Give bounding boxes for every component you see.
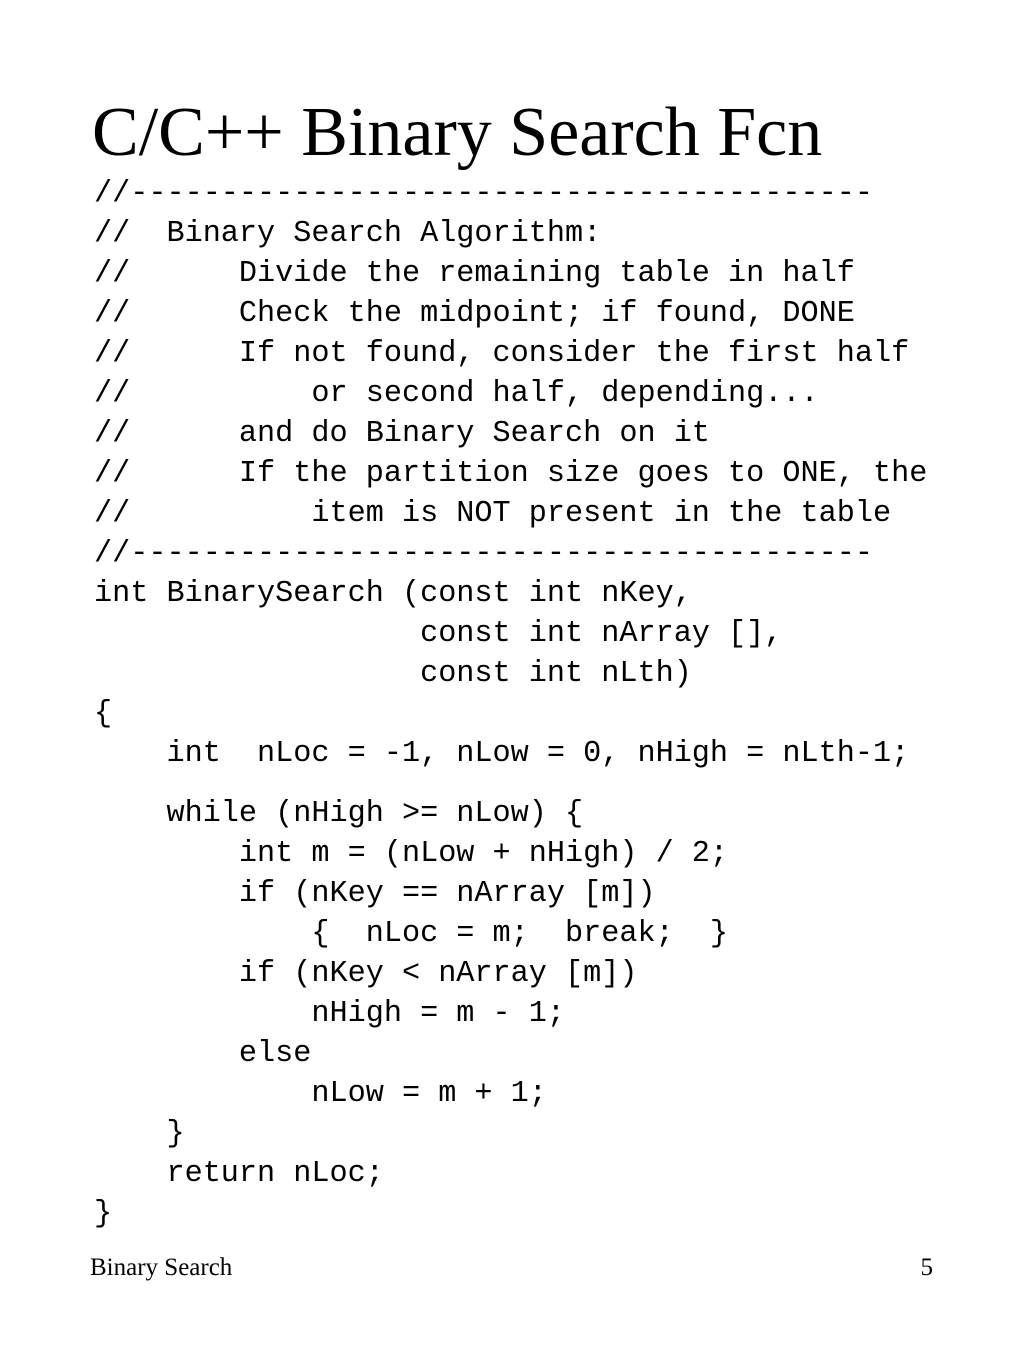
code-line: const int nLth) — [94, 657, 692, 691]
code-line: //----------------------------------------- — [94, 177, 873, 211]
code-line: nLow = m + 1; — [94, 1077, 547, 1111]
code-line: // and do Binary Search on it — [94, 417, 710, 451]
code-block — [94, 174, 927, 1234]
code-line: const int nArray [], — [94, 617, 783, 651]
code-line: // or second half, depending... — [94, 377, 819, 411]
code-line: // Check the midpoint; if found, DONE — [94, 297, 855, 331]
code-line: // If not found, consider the first half — [94, 337, 910, 371]
code-line: //----------------------------------------- — [94, 537, 873, 571]
slide-title: C/C++ Binary Search Fcn — [92, 94, 823, 171]
code-line: nHigh = m - 1; — [94, 997, 566, 1031]
code-line: if (nKey < nArray [m]) — [94, 957, 638, 991]
code-line: while (nHigh >= nLow) { — [94, 797, 584, 831]
code-line: if (nKey == nArray [m]) — [94, 877, 656, 911]
code-line: // Divide the remaining table in half — [94, 257, 855, 291]
code-line: } — [94, 1197, 113, 1231]
footer-title: Binary Search — [90, 1254, 233, 1281]
page-number: 5 — [920, 1254, 933, 1281]
code-line: // Binary Search Algorithm: — [94, 217, 602, 251]
code-line: return nLoc; — [94, 1157, 384, 1191]
code-line: // If the partition size goes to ONE, the — [94, 457, 928, 491]
code-line: } — [94, 1117, 185, 1151]
code-line: int BinarySearch (const int nKey, — [94, 577, 692, 611]
code-line: int nLoc = -1, nLow = 0, nHigh = nLth-1; — [94, 737, 910, 771]
code-line: { nLoc = m; break; } — [94, 917, 729, 951]
code-line: // item is NOT present in the table — [94, 497, 892, 531]
code-line: int m = (nLow + nHigh) / 2; — [94, 837, 729, 871]
code-line: { — [94, 697, 113, 731]
code-line: else — [94, 1037, 312, 1071]
